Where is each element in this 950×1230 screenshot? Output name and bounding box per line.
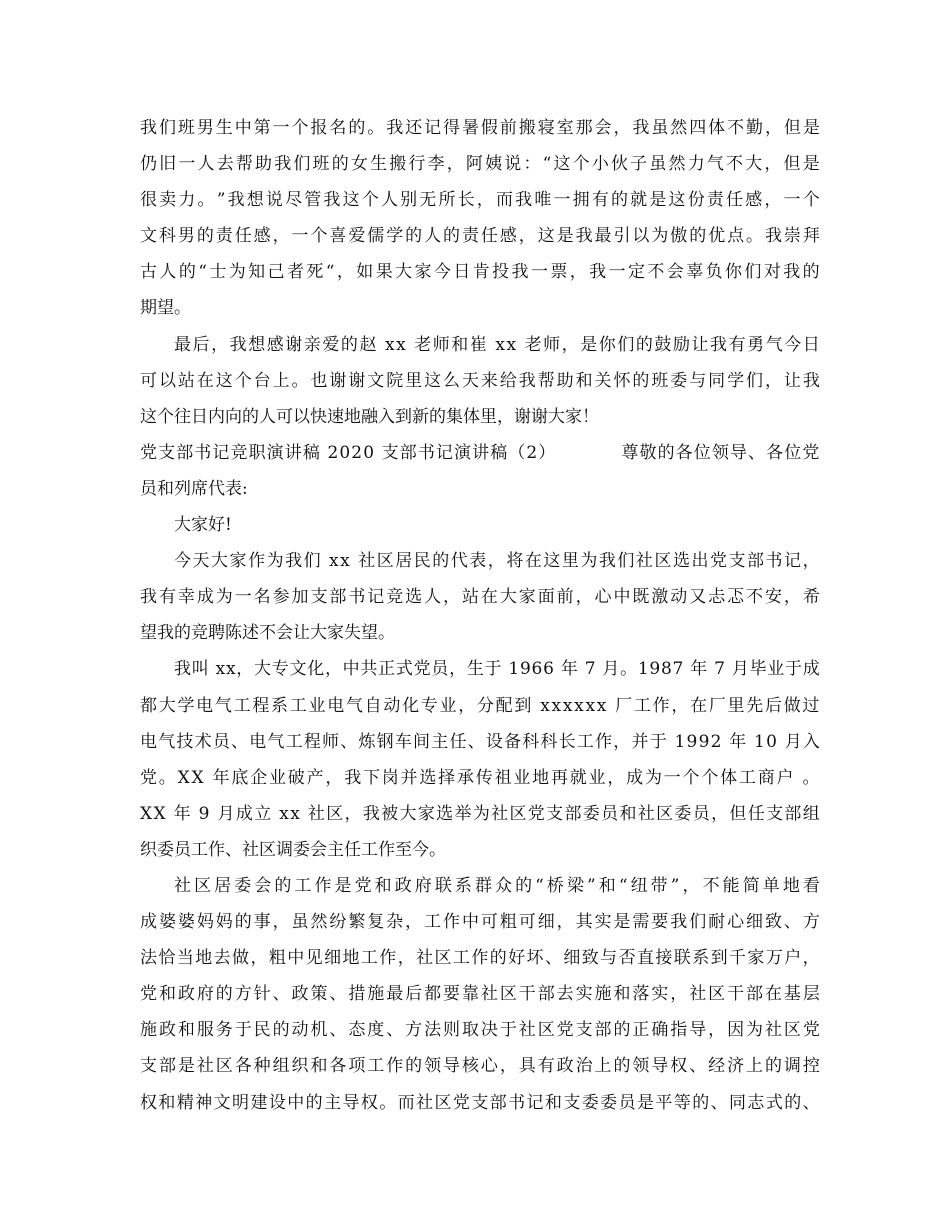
text-line: 古 人 的 “ 士 为 知 己 者 死 “ ， 如 果 大 家 今 日 肯 投 我 一 票 ， 我 一 定 不 会 辜 负 你 们 对 我 的 xyxy=(140,262,820,283)
text-line: 法 恰 当 地 去 做 ， 粗 中 见 细 地 工 作 ， 社 区 工 作 的 好 坏 、 细 致 与 否 直 接 联 系 到 千 家 万 户 ， xyxy=(140,948,820,969)
text-line: 社 区 居 委 会 的 工 作 是 党 和 政 府 联 系 群 众 的 “ 桥 梁 ” 和 “ 纽 带 ” ， 不 能 简 单 地 看 xyxy=(174,875,820,896)
text-line: 我 叫 x x ， 大 专 文 化 ， 中 共 正 式 党 员 ， 生 于 1 9 6 6 年 7 月 。 1 9 8 7 年 7 月 毕 业 于 成 xyxy=(174,659,820,680)
text-line: 员和列席代表: xyxy=(140,478,248,499)
document-body xyxy=(140,110,820,1121)
text-line: 党 和 政 府 的 方 针 、 政 策 、 措 施 最 后 都 要 靠 社 区 干 部 去 实 施 和 落 实 ， 社 区 干 部 在 基 层 xyxy=(140,984,820,1005)
text-line: 施 政 和 服 务 于 民 的 动 机 、 态 度 、 方 法 则 取 决 于 社 区 党 支 部 的 正 确 指 导 ， 因 为 社 区 党 xyxy=(140,1020,820,1041)
text-line: X X 年 9 月 成 立 x x 社 区 ， 我 被 大 家 选 举 为 社 区 党 支 部 委 员 和 社 区 委 员 ， 但 任 支 部 组 xyxy=(140,803,820,824)
text-line: 很 卖 力 。 ” 我 想 说 尽 管 我 这 个 人 别 无 所 长 ， 而 我 唯 一 拥 有 的 就 是 这 份 责 任 感 ， 一 个 xyxy=(140,190,820,211)
text-line: 党 。 X X 年 底 企 业 破 产 ， 我 下 岗 并 选 择 承 传 祖 业 地 再 就 业 ， 成 为 一 个 个 体 工 商 户 。 xyxy=(140,767,820,788)
text-line: 成 婆 婆 妈 妈 的 事 ， 虽 然 纷 繁 复 杂 ， 工 作 中 可 粗 可 细 ， 其 实 是 需 要 我 们 耐 心 细 致 、 方 xyxy=(140,912,820,933)
text-line: 我 们 班 男 生 中 第 一 个 报 名 的 。 我 还 记 得 暑 假 前 搬 寝 室 那 会 ， 我 虽 然 四 体 不 勤 ， 但 是 xyxy=(140,118,820,138)
text-line: 我 有 幸 成 为 一 名 参 加 支 部 书 记 竞 选 人 ， 站 在 大 家 面 前 ， 心 中 既 激 动 又 忐 忑 不 安 ， 希 xyxy=(140,587,820,608)
text-line: 仍 旧 一 人 去 帮 助 我 们 班 的 女 生 搬 行 李 ， 阿 姨 说 ： “ 这 个 小 伙 子 虽 然 力 气 不 大 ， 但 是 xyxy=(140,154,820,175)
text-line: 文 科 男 的 责 任 感 ， 一 个 喜 爱 儒 学 的 人 的 责 任 感 ， 这 是 我 最 引 以 为 傲 的 优 点 。 我 崇 拜 xyxy=(140,226,820,247)
text-line: 权 和 精 神 文 明 建 设 中 的 主 导 权 。 而 社 区 党 支 部 书 记 和 支 委 委 员 是 平 等 的 、 同 志 式 的 、 xyxy=(140,1092,820,1113)
text-line: 今 天 大 家 作 为 我 们 x x 社 区 居 民 的 代 表 ， 将 在 这 里 为 我 们 社 区 选 出 党 支 部 书 记 ， xyxy=(174,551,820,572)
text-line: 大家好! xyxy=(174,515,232,536)
text-line: 支 部 是 社 区 各 种 组 织 和 各 项 工 作 的 领 导 核 心 ， 具 有 政 治 上 的 领 导 权 、 经 济 上 的 调 控 xyxy=(140,1056,820,1077)
text-line: 可 以 站 在 这 个 台 上 。 也 谢 谢 文 院 里 这 么 天 来 给 我 帮 助 和 关 怀 的 班 委 与 同 学 们 ， 让 我 xyxy=(140,370,820,391)
text-line: 期望。 xyxy=(140,298,191,319)
text-line: 织委员工作、社区调委会主任工作至今。 xyxy=(140,839,446,860)
text-line: 都 大 学 电 气 工 程 系 工 业 电 气 自 动 化 专 业 ， 分 配 到 x x x x x x 厂 工 作 ， 在 厂 里 先 后 做 过 xyxy=(140,695,820,716)
text-line: 电 气 技 术 员 、 电 气 工 程 师 、 炼 钢 车 间 主 任 、 设 备 科 科 长 工 作 ， 并 于 1 9 9 2 年 1 0 月 入 xyxy=(140,731,820,752)
text-line: 最 后 ， 我 想 感 谢 亲 爱 的 赵 x x 老 师 和 崔 x x 老 师 ， 是 你 们 的 鼓 励 让 我 有 勇 气 今 日 xyxy=(174,334,820,355)
text-line: 这个往日内向的人可以快速地融入到新的集体里，谢谢大家！ xyxy=(140,406,599,427)
text-line: 党 支 部 书 记 竞 职 演 讲 稿 2 0 2 0 支 部 书 记 演 讲 稿 （ 2 ） 尊 敬 的 各 位 领 导 、 各 位 党 xyxy=(140,442,820,463)
text-line: 望我的竞聘陈述不会让大家失望。 xyxy=(140,623,395,644)
